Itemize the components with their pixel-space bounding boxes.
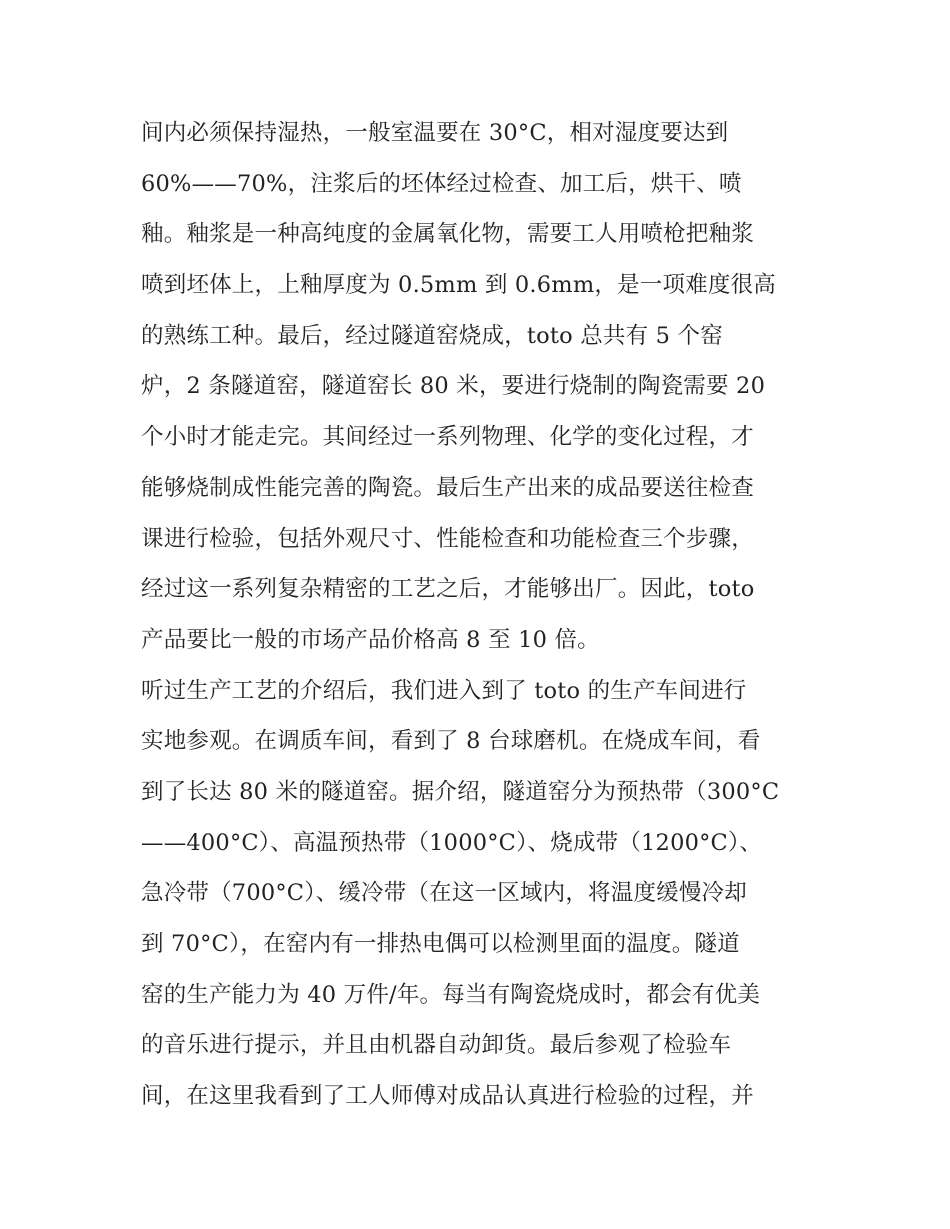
text-line: 炉，2 条隧道窑，隧道窑长 80 米，要进行烧制的陶瓷需要 20 — [141, 373, 766, 400]
text-line: ——400°C）、高温预热带（1000°C）、烧成带（1200°C）、 — [141, 829, 763, 856]
text-line: 课进行检验，包括外观尺寸、性能检查和功能检查三个步骤， — [141, 525, 754, 552]
text-line: 到 70°C），在窑内有一排热电偶可以检测里面的温度。隧道 — [141, 931, 740, 957]
text-line: 经过这一系列复杂精密的工艺之后，才能够出厂。因此，toto — [141, 576, 755, 603]
text-line: 能够烧制成性能完善的陶瓷。最后生产出来的成品要送往检查 — [141, 474, 754, 501]
text-line: 的熟练工种。最后，经过隧道窑烧成，toto 总共有 5 个窑 — [141, 322, 723, 349]
text-line: 的音乐进行提示，并且由机器自动卸货。最后参观了检验车 — [141, 1032, 732, 1059]
text-line: 釉。釉浆是一种高纯度的金属氧化物，需要工人用喷枪把釉浆 — [141, 221, 754, 248]
text-line: 窑的生产能力为 40 万件/年。每当有陶瓷烧成时，都会有优美 — [141, 981, 761, 1008]
text-line: 个小时才能走完。其间经过一系列物理、化学的变化过程，才 — [141, 424, 754, 451]
text-line: 到了长达 80 米的隧道窑。据介绍，隧道窑分为预热带（300°C — [141, 778, 780, 805]
text-line: 喷到坯体上，上釉厚度为 0.5mm 到 0.6mm，是一项难度很高 — [141, 272, 776, 299]
text-line: 急冷带（700°C）、缓冷带（在这一区域内，将温度缓慢冷却 — [141, 880, 747, 907]
text-line: 60%——70%，注浆后的坯体经过检查、加工后，烘干、喷 — [141, 170, 742, 197]
text-line: 产品要比一般的市场产品价格高 8 至 10 倍。 — [141, 626, 600, 653]
body-text — [141, 108, 821, 1122]
text-line: 实地参观。在调质车间，看到了 8 台球磨机。在烧成车间，看 — [141, 728, 761, 755]
text-line: 间，在这里我看到了工人师傅对成品认真进行检验的过程，并 — [141, 1083, 754, 1110]
text-line: 间内必须保持湿热，一般室温要在 30°C，相对湿度要达到 — [141, 120, 729, 146]
text-line: 听过生产工艺的介绍后，我们进入到了 toto 的生产车间进行 — [141, 677, 747, 704]
